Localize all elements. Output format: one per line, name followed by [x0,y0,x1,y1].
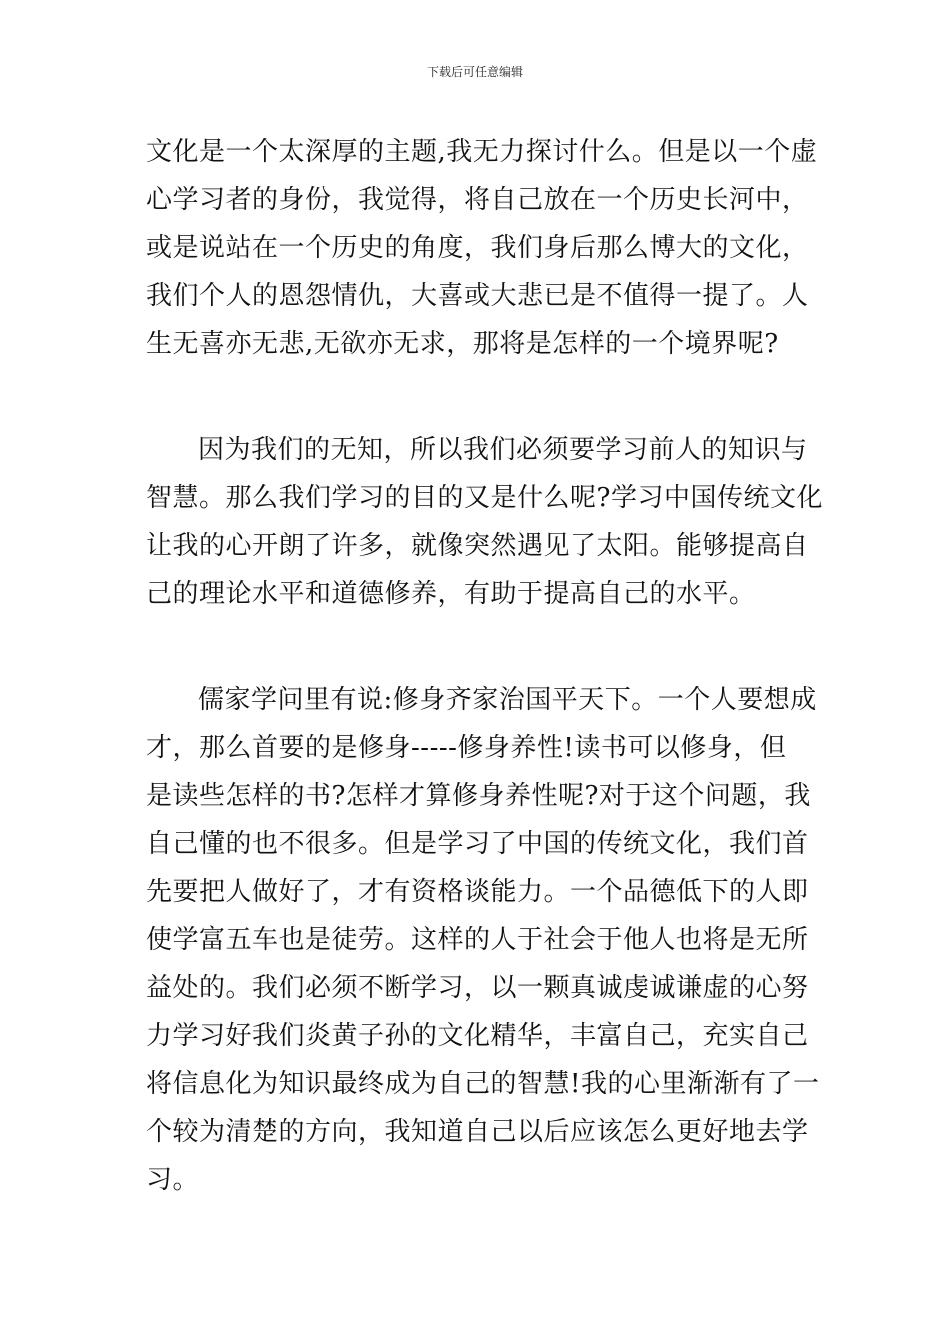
text-line: 习。 [146,1165,200,1195]
page-header: 下载后可任意编辑 [426,65,523,79]
text-line: 力学习好我们炎黄子孙的文化精华，丰富自己，充实自己 [146,1021,809,1051]
text-line: 儒家学问里有说:修身齐家治国平天下。一个人要想成 [198,685,817,715]
text-line: 己的理论水平和道德修养，有助于提高自己的水平。 [146,579,756,609]
text-line: 让我的心开朗了许多，就像突然遇见了太阳。能够提高自 [146,531,809,561]
paragraph-spacer [146,618,808,676]
text-line: 使学富五车也是徒劳。这样的人于社会于他人也将是无所 [146,925,809,955]
text-line: 将信息化为知识最终成为自己的智慧!我的心里渐渐有了一 [146,1069,820,1099]
text-line: 是读些怎样的书?怎样才算修身养性呢?对于这个问题，我 [146,781,811,811]
text-line: 文化是一个太深厚的主题,我无力探讨什么。但是以一个虚 [146,137,818,167]
text-line: 因为我们的无知，所以我们必须要学习前人的知识与 [198,435,808,465]
document-body [146,128,823,1204]
text-line: 自己懂的也不很多。但是学习了中国的传统文化，我们首 [146,829,809,859]
paragraph-spacer [146,368,808,426]
text-line: 益处的。我们必须不断学习，以一颗真诚虔诚谦虚的心努 [146,973,809,1003]
text-line: 才，那么首要的是修身-----修身养性!读书可以修身，但 [146,733,787,763]
text-line: 或是说站在一个历史的角度，我们身后那么博大的文化， [146,233,809,263]
paragraph-3 [146,676,820,1204]
text-line: 生无喜亦无悲,无欲亦无求，那将是怎样的一个境界呢? [146,329,779,359]
paragraph-1 [146,128,818,368]
text-line: 智慧。那么我们学习的目的又是什么呢?学习中国传统文化 [146,483,823,513]
text-line: 我们个人的恩怨情仇，大喜或大悲已是不值得一提了。人 [146,281,809,311]
text-line: 个较为清楚的方向，我知道自己以后应该怎么更好地去学 [146,1117,809,1147]
text-line: 心学习者的身份，我觉得，将自己放在一个历史长河中， [146,185,809,215]
paragraph-2 [146,426,823,618]
text-line: 先要把人做好了，才有资格谈能力。一个品德低下的人即 [146,877,809,907]
